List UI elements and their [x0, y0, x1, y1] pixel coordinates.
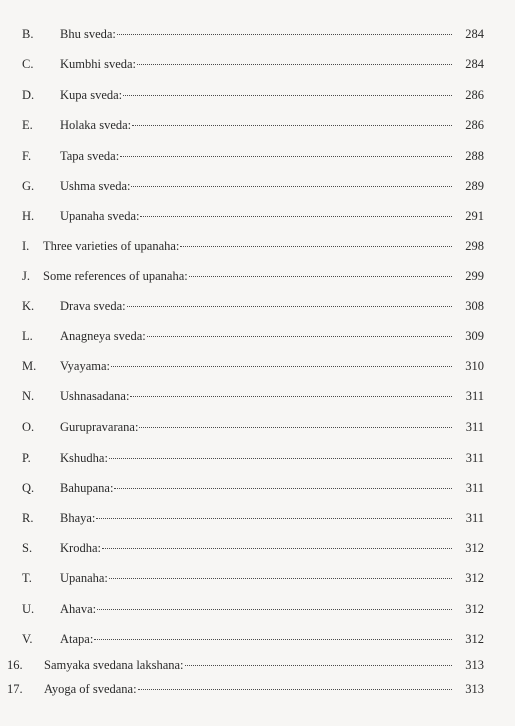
toc-entry-marker: T. [22, 571, 32, 585]
toc-entry-title: Upanaha sveda: [60, 209, 140, 223]
toc-entry [0, 569, 515, 587]
toc-entry-marker: J. [22, 269, 30, 283]
toc-entry-title-line [60, 25, 454, 43]
toc-entry-marker: V. [22, 632, 33, 646]
toc-entry [0, 147, 515, 165]
toc-entry-page-number: 284 [465, 27, 484, 41]
toc-entry-title-line [60, 479, 454, 497]
toc-entry-title-line [60, 569, 454, 587]
dot-leader [130, 396, 452, 397]
toc-entry-title-line [60, 449, 454, 467]
dot-leader [180, 246, 452, 247]
toc-entry-page-number: 286 [465, 88, 484, 102]
toc-entry-title-line [60, 55, 454, 73]
toc-entry-marker: P. [22, 451, 31, 465]
toc-entry-title-line [60, 86, 454, 104]
toc-entry-title: Atapa: [60, 632, 94, 646]
toc-entry-marker: H. [22, 209, 35, 223]
dot-leader [137, 64, 452, 65]
toc-entry-page-number: 312 [465, 632, 484, 646]
toc-entry-marker: C. [22, 57, 34, 71]
dot-leader [185, 665, 452, 666]
toc-entry-title-line [60, 177, 454, 195]
toc-entry-title-line [43, 267, 454, 285]
toc-entry-title-line [60, 387, 454, 405]
toc-entry-marker: L. [22, 329, 33, 343]
toc-entry-marker: Q. [22, 481, 35, 495]
toc-entry-title-line [60, 327, 454, 345]
dot-leader [120, 156, 452, 157]
toc-entry-title-line [60, 357, 454, 375]
toc-entry-page-number: 308 [465, 299, 484, 313]
toc-entry-page-number: 284 [465, 57, 484, 71]
toc-entry-title: Anagneya sveda: [60, 329, 146, 343]
dot-leader [123, 95, 452, 96]
toc-entry-title-line [43, 237, 454, 255]
toc-entry-marker: R. [22, 511, 34, 525]
dot-leader [139, 427, 452, 428]
toc-entry-title: Ayoga of svedana: [44, 682, 137, 696]
toc-entry [0, 418, 515, 436]
toc-entry-page-number: 309 [465, 329, 484, 343]
toc-entry-title: Gurupravarana: [60, 420, 139, 434]
toc-entry-marker: M. [22, 359, 37, 373]
dot-leader [114, 488, 452, 489]
toc-entry-page-number: 310 [465, 359, 484, 373]
dot-leader [94, 639, 452, 640]
toc-entry-page-number: 311 [465, 420, 484, 434]
toc-entry-page-number: 311 [465, 481, 484, 495]
toc-entry-title: Kumbhi sveda: [60, 57, 137, 71]
toc-entry [0, 387, 515, 405]
toc-entry [0, 207, 515, 225]
toc-entry-page-number: 313 [465, 682, 484, 696]
dot-leader [111, 366, 452, 367]
toc-entry-title-line [60, 630, 454, 648]
toc-entry-title: Some references of upanaha: [43, 269, 188, 283]
toc-entry-page-number: 312 [465, 571, 484, 585]
toc-entry-page-number: 286 [465, 118, 484, 132]
toc-entry-page-number: 299 [465, 269, 484, 283]
toc-entry-title: Ushnasadana: [60, 389, 130, 403]
toc-entry [0, 680, 515, 698]
toc-entry-title-line [60, 600, 454, 618]
toc-entry-marker: E. [22, 118, 33, 132]
toc-entry-title: Bhaya: [60, 511, 96, 525]
toc-entry-title-line [44, 656, 454, 674]
dot-leader [127, 306, 452, 307]
dot-leader [96, 518, 452, 519]
toc-entry [0, 237, 515, 255]
toc-entry [0, 177, 515, 195]
dot-leader [102, 548, 452, 549]
dot-leader [189, 276, 452, 277]
toc-entry [0, 600, 515, 618]
toc-entry-page-number: 312 [465, 541, 484, 555]
toc-entry-title: Ushma sveda: [60, 179, 131, 193]
toc-entry-title: Bahupana: [60, 481, 114, 495]
toc-entry [0, 479, 515, 497]
toc-entry-title-line [60, 116, 454, 134]
toc-entry [0, 116, 515, 134]
toc-entry-page-number: 288 [465, 149, 484, 163]
toc-entry [0, 267, 515, 285]
toc-entry-title-line [60, 297, 454, 315]
toc-entry-marker: N. [22, 389, 35, 403]
toc-entry-title-line [60, 207, 454, 225]
toc-entry-title: Ahava: [60, 602, 97, 616]
toc-entry-page-number: 313 [465, 658, 484, 672]
toc-entry [0, 449, 515, 467]
toc-entry-title-line [60, 147, 454, 165]
toc-entry-title-line [60, 509, 454, 527]
toc-entry [0, 509, 515, 527]
toc-entry-marker: D. [22, 88, 35, 102]
toc-entry-title: Tapa sveda: [60, 149, 120, 163]
toc-entry [0, 25, 515, 43]
toc-entry-title-line [44, 680, 454, 698]
toc-entry [0, 656, 515, 674]
toc-entry-page-number: 291 [465, 209, 484, 223]
dot-leader [132, 125, 452, 126]
toc-entry-marker: 16. [7, 658, 23, 672]
toc-entry-title: Drava sveda: [60, 299, 126, 313]
toc-entry-title-line [60, 539, 454, 557]
toc-entry-marker: 17. [7, 682, 23, 696]
dot-leader [140, 216, 452, 217]
toc-entry-page-number: 312 [465, 602, 484, 616]
toc-entry-marker: F. [22, 149, 32, 163]
toc-entry [0, 539, 515, 557]
toc-entry-marker: U. [22, 602, 35, 616]
dot-leader [109, 458, 452, 459]
toc-entry-title: Vyayama: [60, 359, 110, 373]
dot-leader [138, 689, 452, 690]
toc-entry-title: Krodha: [60, 541, 101, 555]
toc-entry-title: Three varieties of upanaha: [43, 239, 180, 253]
toc-entry-page-number: 311 [465, 451, 484, 465]
dot-leader [147, 336, 452, 337]
toc-entry [0, 630, 515, 648]
toc-entry-marker: G. [22, 179, 35, 193]
toc-entry-marker: B. [22, 27, 34, 41]
toc-entry [0, 357, 515, 375]
toc-entry [0, 55, 515, 73]
toc-entry-title: Bhu sveda: [60, 27, 116, 41]
dot-leader [117, 34, 452, 35]
toc-entry-title: Holaka sveda: [60, 118, 132, 132]
toc-entry-page-number: 289 [465, 179, 484, 193]
toc-entry-page-number: 311 [465, 511, 484, 525]
toc-entry-title: Upanaha: [60, 571, 108, 585]
dot-leader [131, 186, 452, 187]
toc-entry-title: Samyaka svedana lakshana: [44, 658, 184, 672]
toc-entry-marker: K. [22, 299, 35, 313]
toc-entry-page-number: 311 [465, 389, 484, 403]
toc-entry-marker: O. [22, 420, 35, 434]
toc-entry [0, 297, 515, 315]
toc-entry-marker: I. [22, 239, 30, 253]
dot-leader [109, 578, 452, 579]
toc-entry-page-number: 298 [465, 239, 484, 253]
toc-entry-title: Kupa sveda: [60, 88, 123, 102]
toc-entry-title-line [60, 418, 454, 436]
toc-entry [0, 327, 515, 345]
dot-leader [97, 609, 452, 610]
toc-entry-title: Kshudha: [60, 451, 108, 465]
toc-entry-marker: S. [22, 541, 33, 555]
toc-entry [0, 86, 515, 104]
